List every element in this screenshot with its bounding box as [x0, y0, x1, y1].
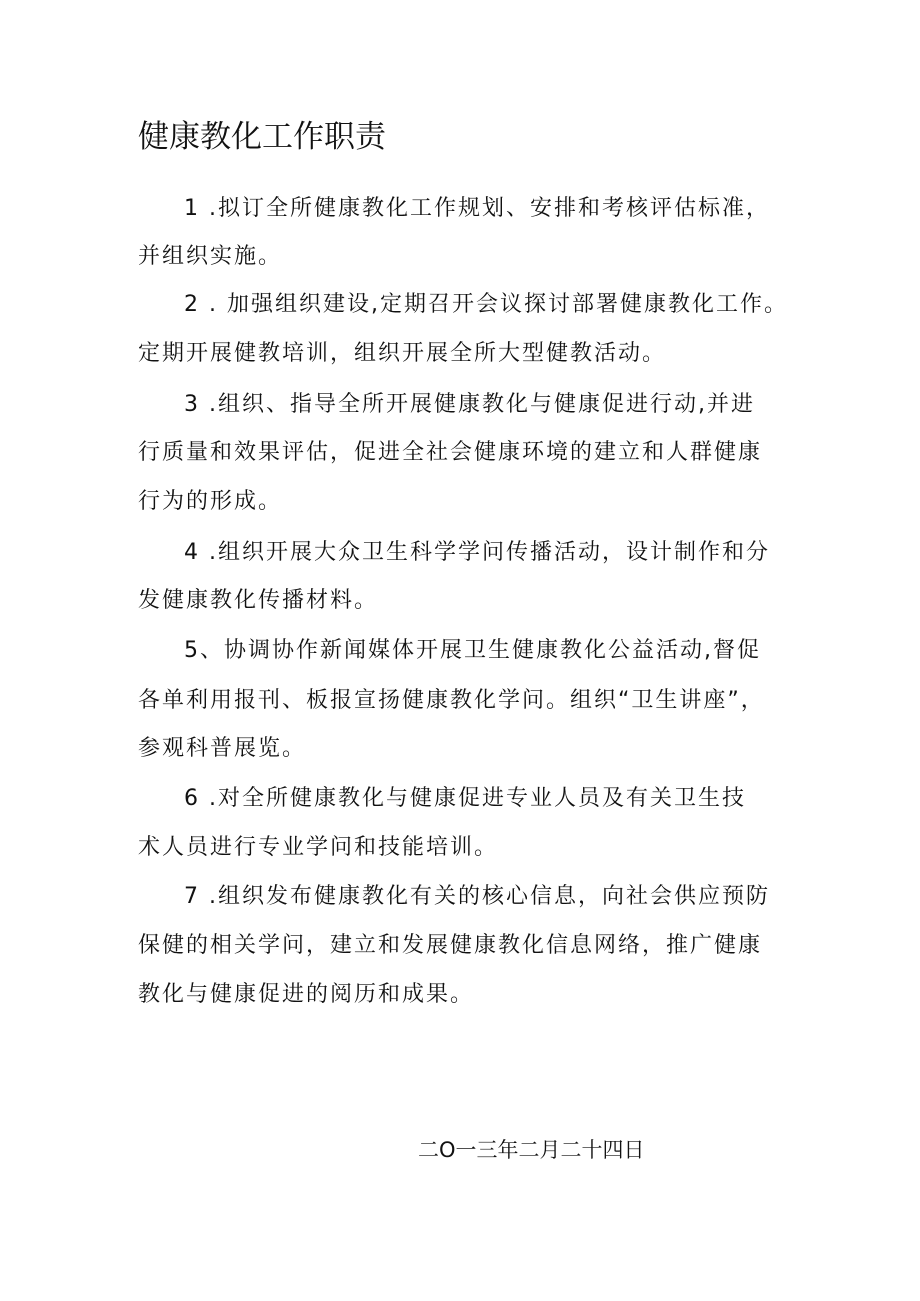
- item-6-line-2: 术人员进行专业学问和技能培训。: [138, 835, 499, 860]
- item-2-line-1: 2 . 加强组织建设,定期召开会议探讨部署健康教化工作。: [184, 292, 788, 317]
- item-1-line-2: 并组织实施。: [138, 244, 283, 269]
- item-5-line-2: 各单利用报刊、板报宣扬健康教化学问。组织“卫生讲座”，: [138, 688, 765, 713]
- document-title: 健康教化工作职责: [138, 119, 386, 155]
- item-7-line-2: 保健的相关学问，建立和发展健康教化信息网络，推广健康: [138, 933, 763, 958]
- item-6-line-1: 6 .对全所健康教化与健康促进专业人员及有关卫生技: [184, 786, 746, 811]
- item-7-line-3: 教化与健康促进的阅历和成果。: [138, 982, 475, 1007]
- item-3-line-2: 行质量和效果评估，促进全社会健康环境的建立和人群健康: [138, 440, 763, 465]
- item-3-line-1: 3 .组织、指导全所开展健康教化与健康促进行动,并进: [184, 392, 755, 417]
- item-4-line-1: 4 .组织开展大众卫生科学学问传播活动，设计制作和分: [184, 540, 770, 565]
- item-3-line-3: 行为的形成。: [138, 489, 283, 514]
- item-5-line-1: 5、协调协作新闻媒体开展卫生健康教化公益活动,督促: [184, 638, 761, 663]
- item-7-line-1: 7 .组织发布健康教化有关的核心信息，向社会供应预防: [184, 884, 770, 909]
- item-2-line-2: 定期开展健教培训，组织开展全所大型健教活动。: [138, 341, 667, 366]
- item-1-line-1: 1 .拟订全所健康教化工作规划、安排和考核评估标准，: [184, 196, 770, 221]
- item-5-line-3: 参观科普展览。: [138, 736, 307, 761]
- document-date: 二O一三年二月二十四日: [418, 1138, 645, 1162]
- item-4-line-2: 发健康教化传播材料。: [138, 588, 379, 613]
